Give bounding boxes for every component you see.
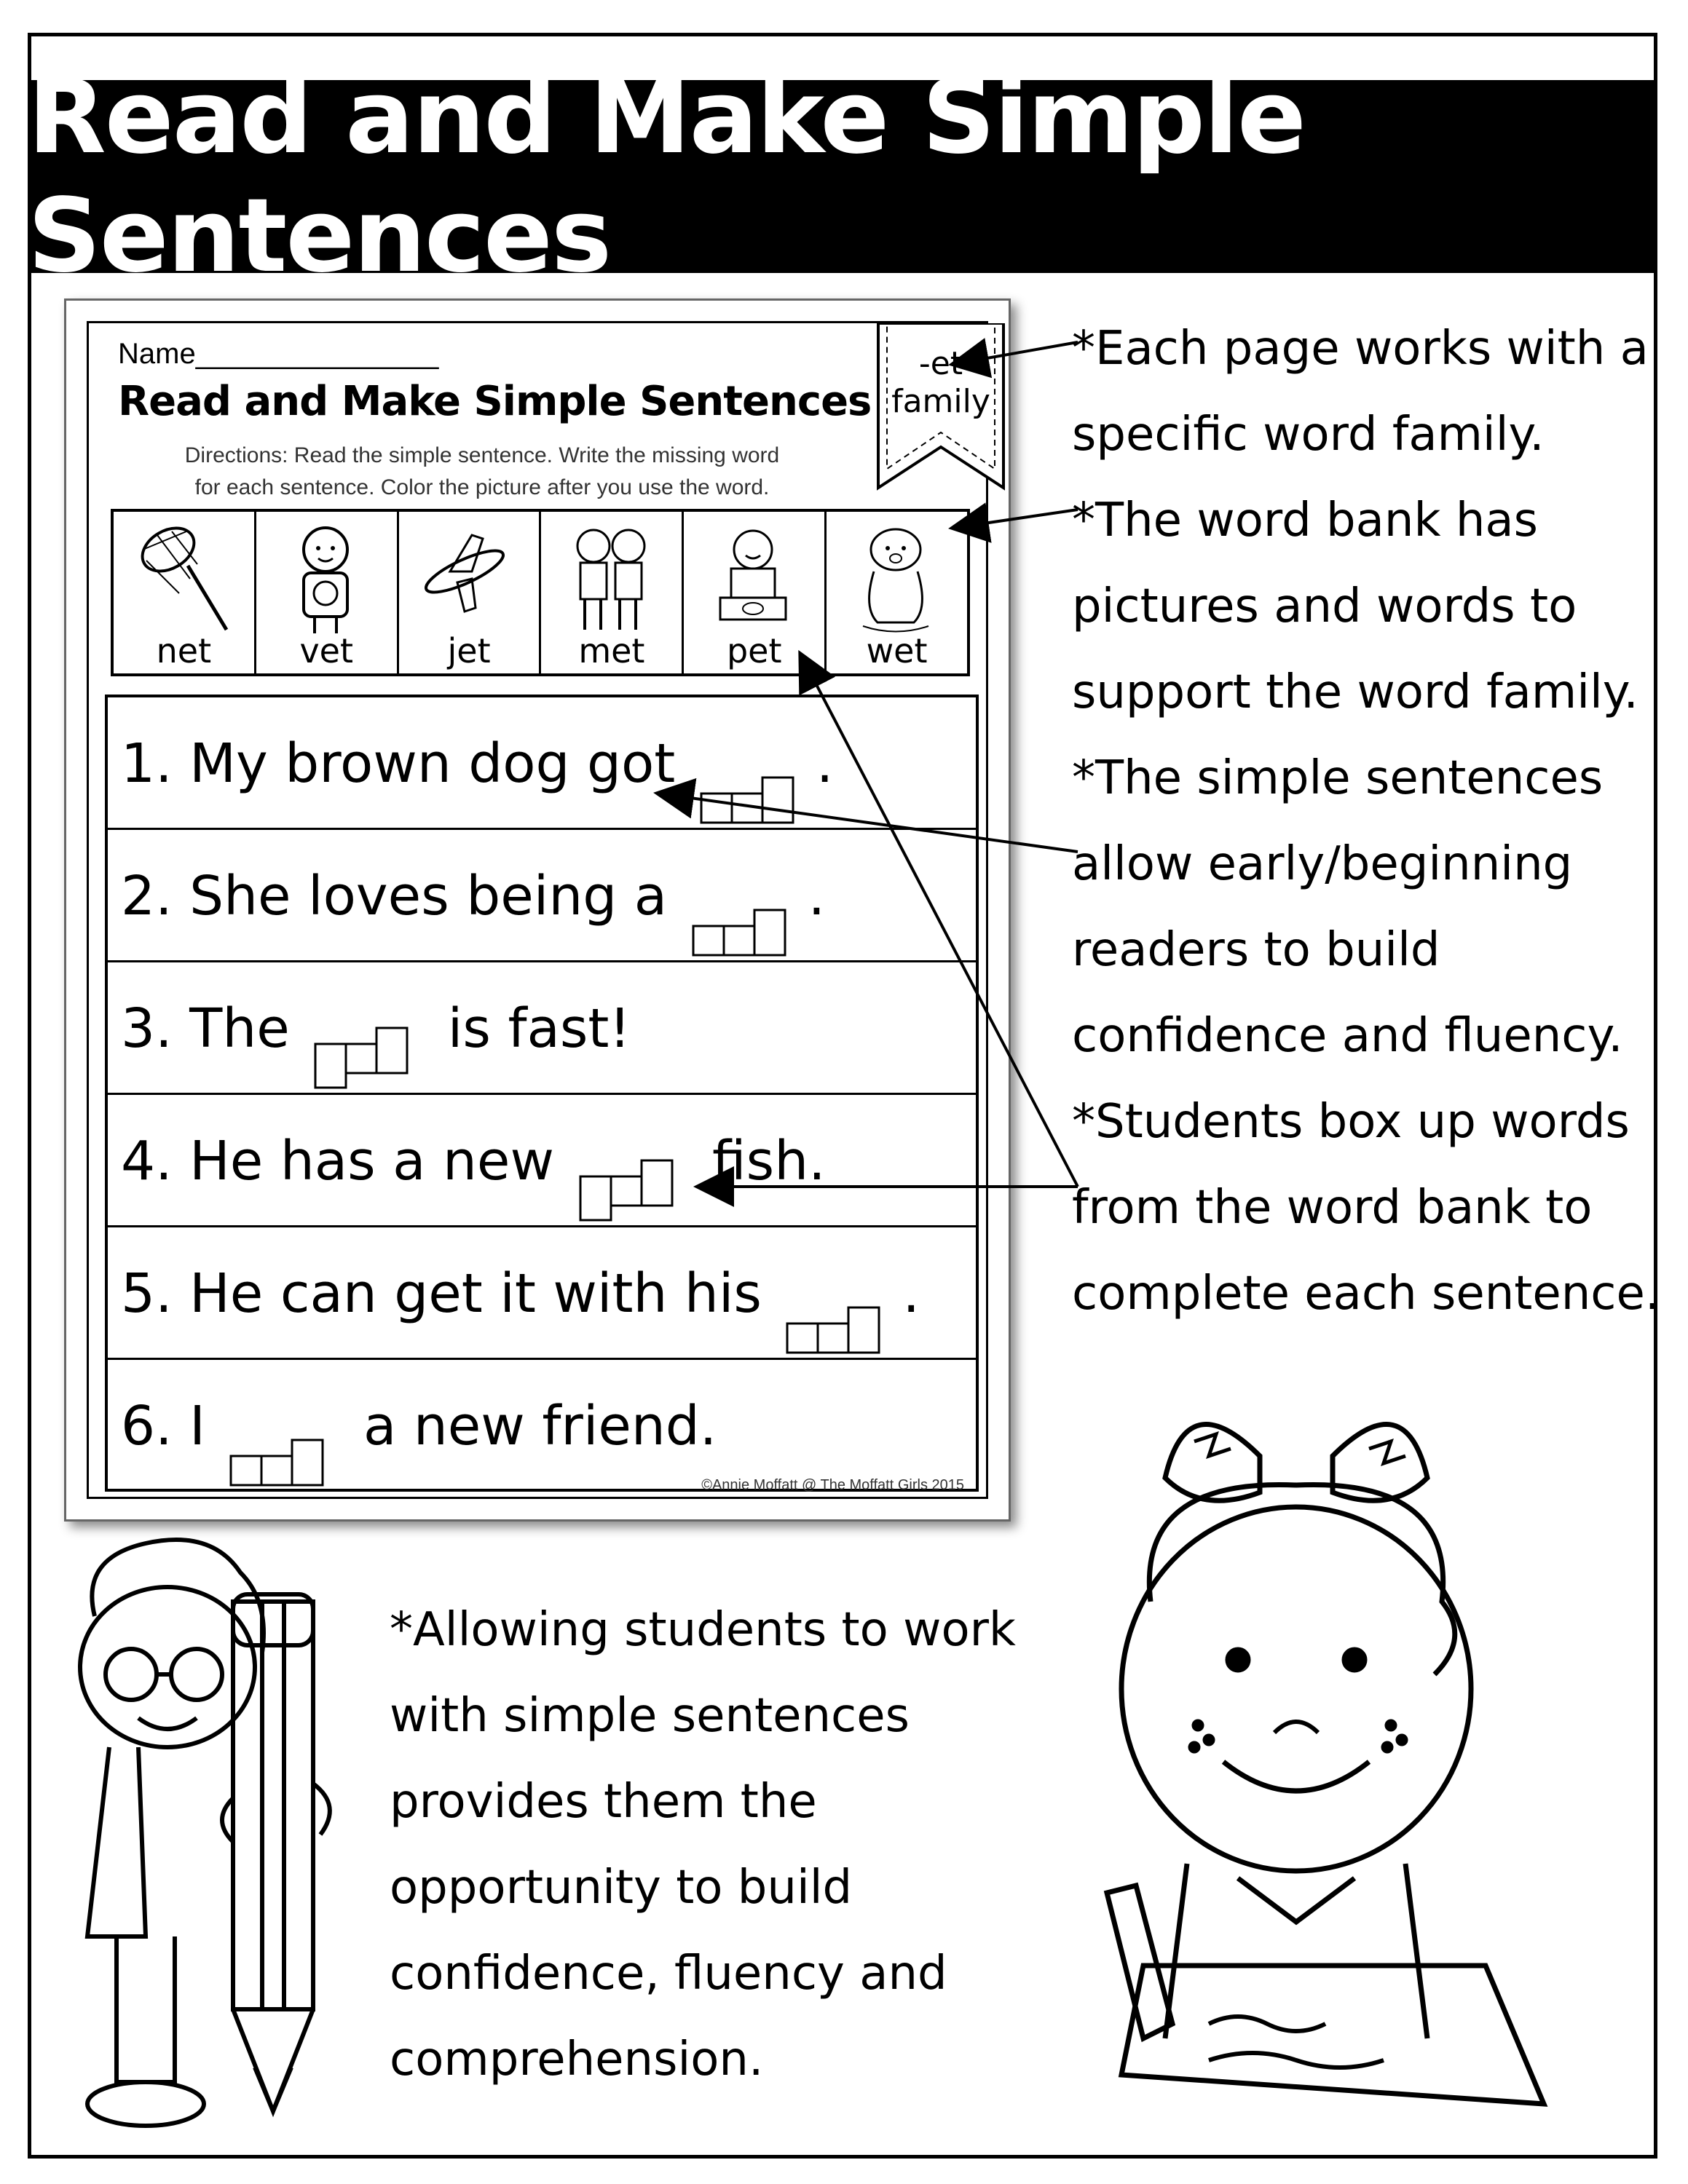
worksheet-directions (118, 440, 846, 504)
sentence-text: 1. My brown dog got (121, 732, 693, 795)
sentence-text: 5. He can get it with his (121, 1262, 779, 1325)
word-bank-word: met (578, 631, 645, 670)
sentence-list (105, 695, 979, 1492)
directions-line-2: for each sentence. Color the picture after you use the word. (194, 475, 770, 499)
word-bank-cell (399, 512, 542, 673)
worksheet-border (87, 321, 988, 1499)
word-bank-word: wet (866, 631, 928, 670)
sentence-row (108, 1227, 976, 1360)
sentence-row (108, 697, 976, 830)
sentence-text: . (808, 865, 826, 927)
worksheet-title: Read and Make Simple Sentences (118, 378, 872, 425)
word-bank-cell (541, 512, 684, 673)
fish-bowl-pet-icon (706, 521, 800, 637)
ribbon-line-1: -et (918, 345, 963, 382)
answer-boxes-icon (692, 874, 801, 925)
sentence-row (108, 1360, 976, 1492)
page-title: Read and Make Simple Sentences (28, 80, 1657, 273)
word-bank-cell (114, 512, 256, 673)
word-bank (111, 509, 970, 676)
note-item: *Each page works with a specific word family. (1072, 322, 1649, 462)
vet-with-pet-icon (278, 521, 373, 637)
girl-writing-icon (1078, 1383, 1588, 2148)
two-kids-icon (563, 521, 658, 637)
sentence-text: . (816, 732, 834, 795)
word-bank-cell (684, 512, 827, 673)
word-bank-word: jet (447, 631, 491, 670)
sentence-text: fish. (695, 1130, 826, 1192)
note-item: *Students box up words from the word bank to complete each sentence. (1072, 1095, 1660, 1321)
ribbon-label (875, 345, 1006, 421)
boy-with-pencil-icon (51, 1529, 379, 2155)
credit-text: ©Annie Moffatt @ The Moffatt Girls 2015 (701, 1477, 964, 1493)
word-bank-word: pet (726, 631, 782, 670)
answer-boxes-icon (786, 1271, 895, 1322)
sentence-row (108, 830, 976, 962)
feature-notes (1072, 306, 1669, 1337)
note-item: *The simple sentences allow early/beginning readers to build confidence and fluency. (1072, 751, 1623, 1063)
directions-line-1: Directions: Read the simple sentence. Write the missing word (184, 443, 780, 467)
worksheet-preview (64, 298, 1011, 1522)
word-bank-cell (256, 512, 399, 673)
answer-boxes-icon (314, 1006, 423, 1057)
sentence-row (108, 962, 976, 1095)
wet-dog-icon (848, 521, 943, 637)
bottom-note: *Allowing students to work with simple sentences provides them the opportunity to build confidence, fluency and comprehension. (390, 1603, 1016, 2086)
word-bank-cell (827, 512, 967, 673)
word-bank-word: net (156, 631, 212, 670)
word-bank-word: vet (299, 631, 354, 670)
name-label: Name_______________ (118, 338, 439, 370)
sentence-text: 2. She loves being a (121, 865, 685, 927)
sentence-text: 3. The (121, 997, 307, 1060)
answer-boxes-icon (700, 741, 809, 792)
sentence-text: 6. I (121, 1395, 223, 1457)
answer-boxes-icon (229, 1404, 339, 1455)
butterfly-net-icon (135, 521, 230, 637)
sentence-text: 4. He has a new (121, 1130, 572, 1192)
sentence-text: . (902, 1262, 920, 1325)
note-item: *The word bank has pictures and words to support the word family. (1072, 494, 1638, 719)
answer-boxes-icon (579, 1139, 688, 1190)
sentence-text: is fast! (430, 997, 631, 1060)
jet-plane-icon (421, 521, 516, 637)
sentence-row (108, 1095, 976, 1227)
sentence-text: a new friend. (346, 1395, 717, 1457)
ribbon-line-2: family (891, 383, 990, 420)
